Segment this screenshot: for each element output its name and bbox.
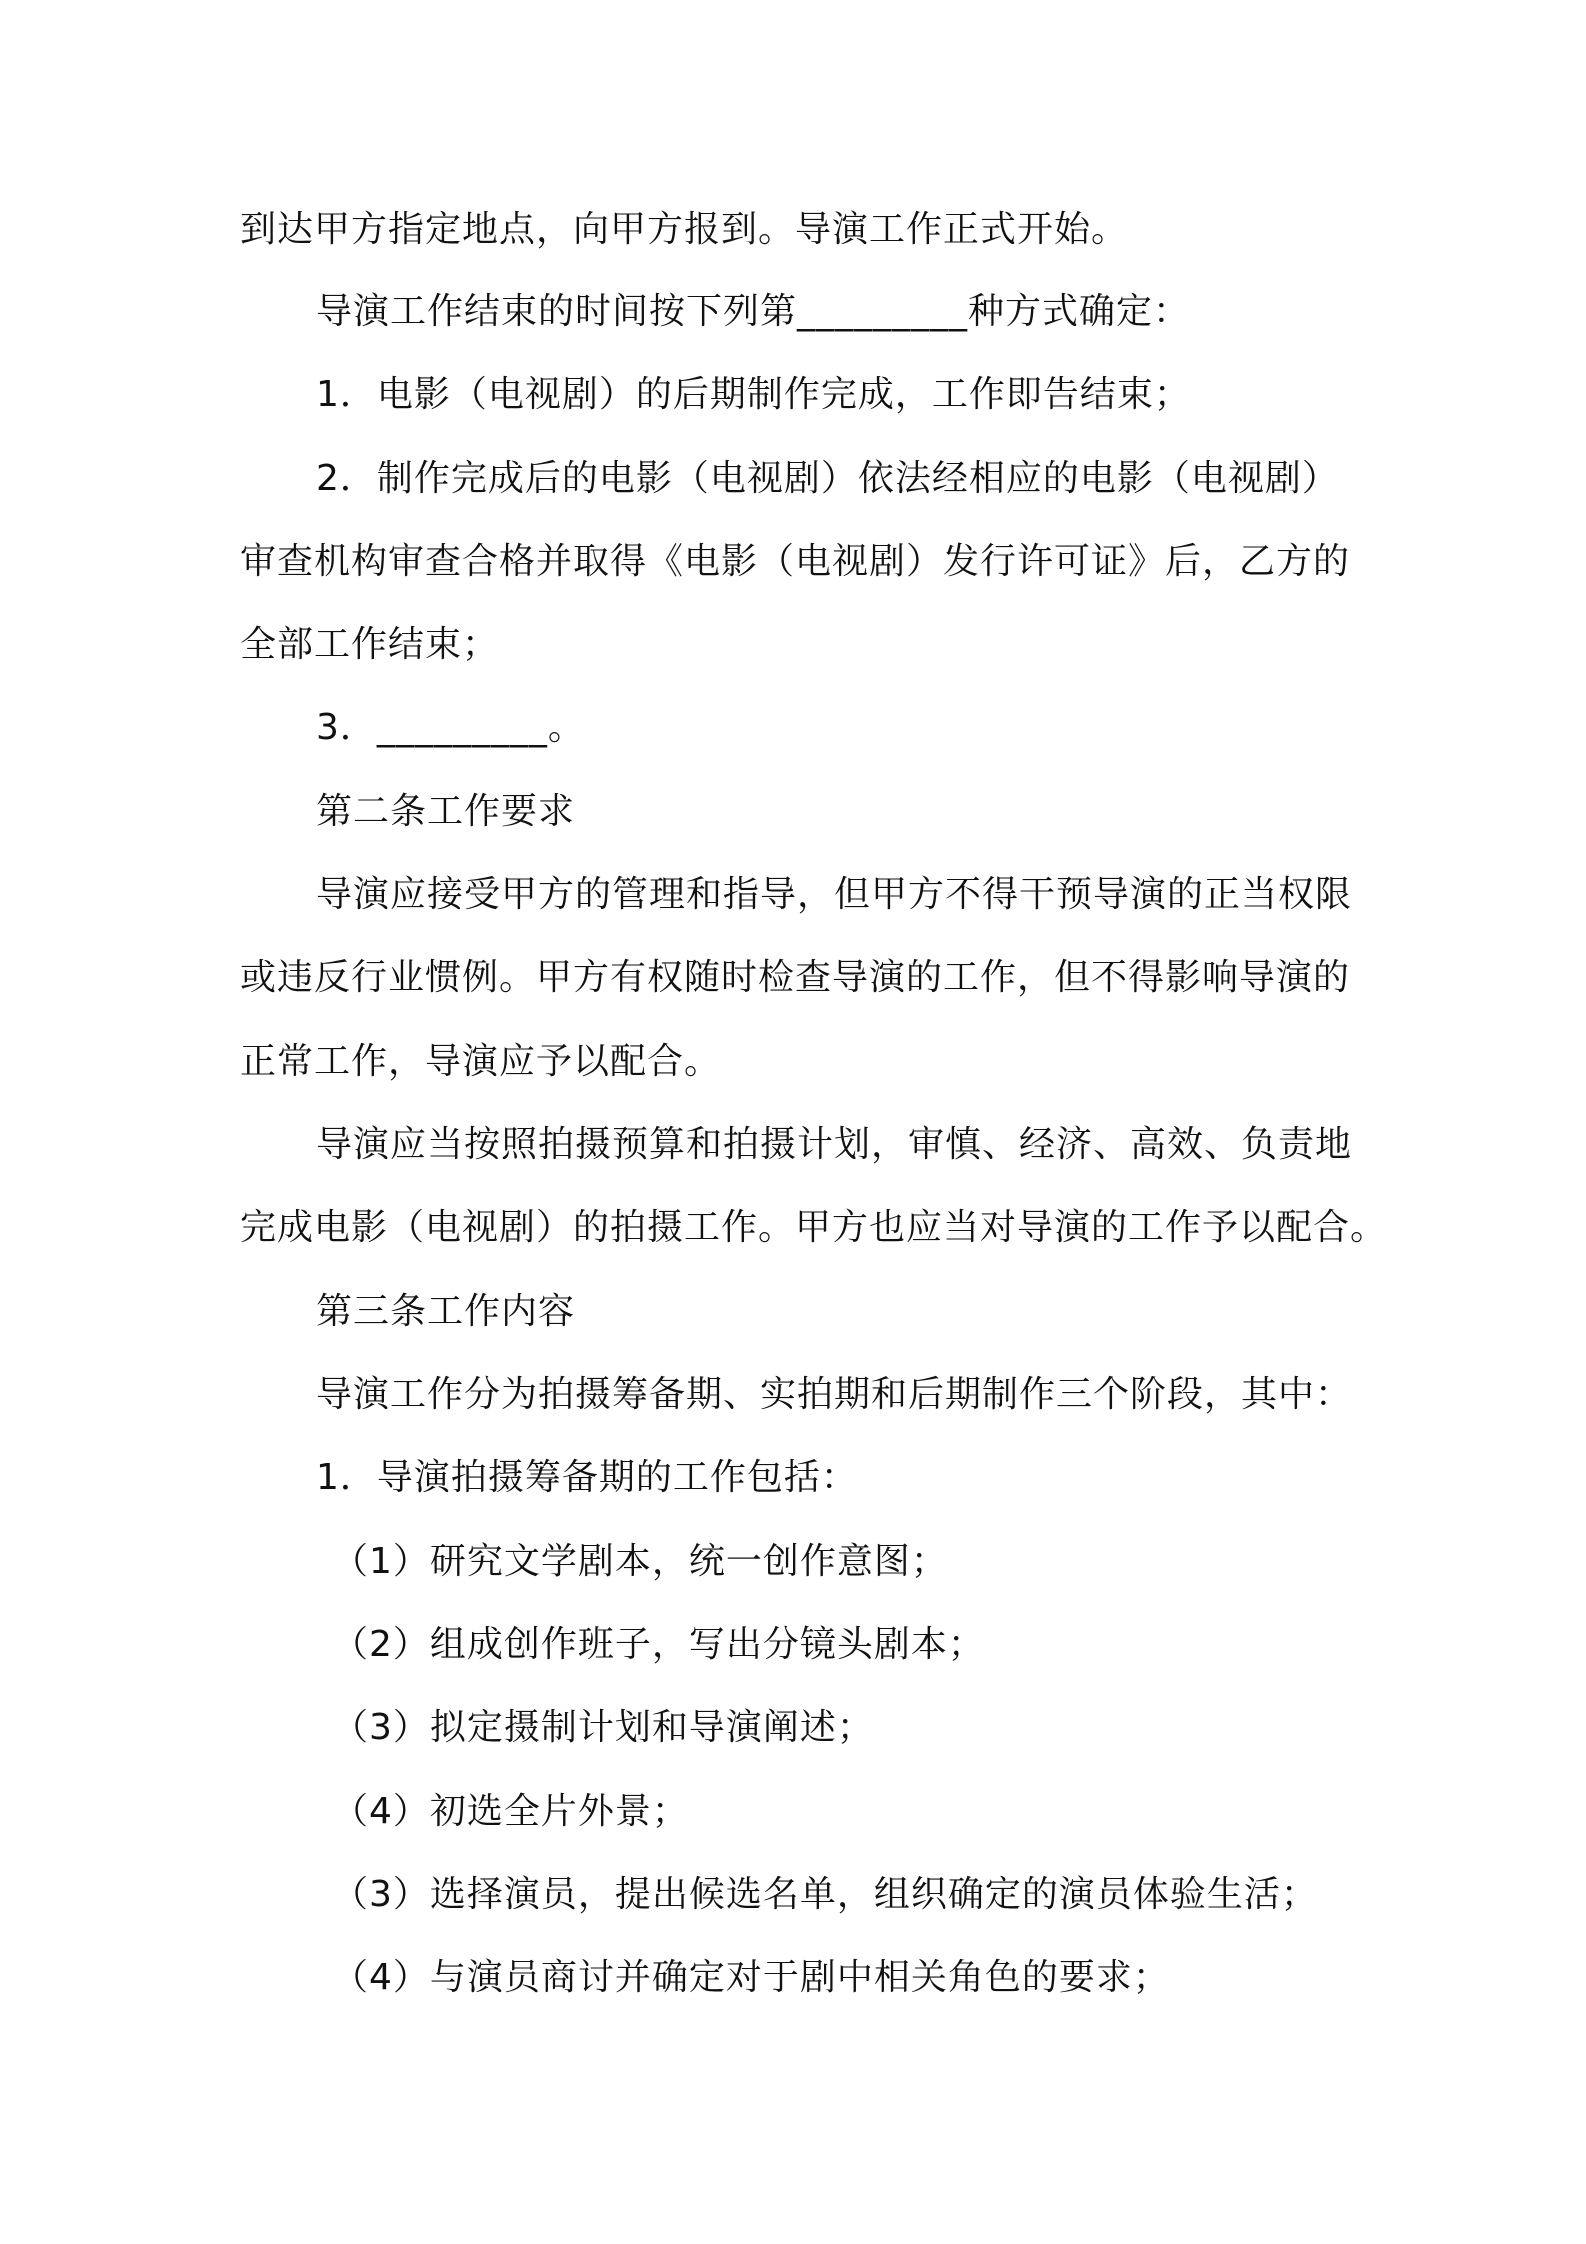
body-text-line: 审查机构审查合格并取得《电影（电视剧）发行许可证》后，乙方的 [240, 541, 1351, 582]
body-text-line: 导演工作结束的时间按下列第_________种方式确定： [316, 291, 1191, 332]
list-item: 3．_________。 [316, 707, 585, 748]
section-heading: 第三条工作内容 [316, 1291, 576, 1332]
body-text-line: 导演工作分为拍摄筹备期、实拍期和后期制作三个阶段，其中： [316, 1374, 1353, 1415]
sub-list-item: （3）选择演员，提出候选名单，组织确定的演员体验生活； [332, 1874, 1318, 1915]
body-text-line: 导演应接受甲方的管理和指导，但甲方不得干预导演的正当权限 [316, 874, 1353, 915]
sub-list-item: （1）研究文学剧本，统一创作意图； [332, 1541, 948, 1582]
list-item: 1．导演拍摄筹备期的工作包括： [316, 1457, 858, 1498]
sub-list-item: （4）与演员商讨并确定对于剧中相关角色的要求； [332, 1957, 1170, 1998]
list-item: 1．电影（电视剧）的后期制作完成，工作即告结束； [316, 374, 1191, 415]
body-text-line: 完成电影（电视剧）的拍摄工作。甲方也应当对导演的工作予以配合。 [240, 1207, 1388, 1248]
body-text-line: 导演应当按照拍摄预算和拍摄计划，审慎、经济、高效、负责地 [316, 1124, 1353, 1165]
sub-list-item: （4）初选全片外景； [332, 1791, 689, 1832]
body-text-line: 正常工作，导演应予以配合。 [240, 1041, 722, 1082]
sub-list-item: （2）组成创作班子，写出分镜头剧本； [332, 1624, 985, 1665]
body-text-line: 全部工作结束； [240, 624, 500, 665]
section-heading: 第二条工作要求 [316, 791, 576, 832]
body-text-line: 到达甲方指定地点，向甲方报到。导演工作正式开始。 [240, 209, 1129, 250]
body-text-line: 或违反行业惯例。甲方有权随时检查导演的工作，但不得影响导演的 [240, 957, 1351, 998]
list-item: 2．制作完成后的电影（电视剧）依法经相应的电影（电视剧） [316, 458, 1339, 499]
sub-list-item: （3）拟定摄制计划和导演阐述； [332, 1707, 874, 1748]
